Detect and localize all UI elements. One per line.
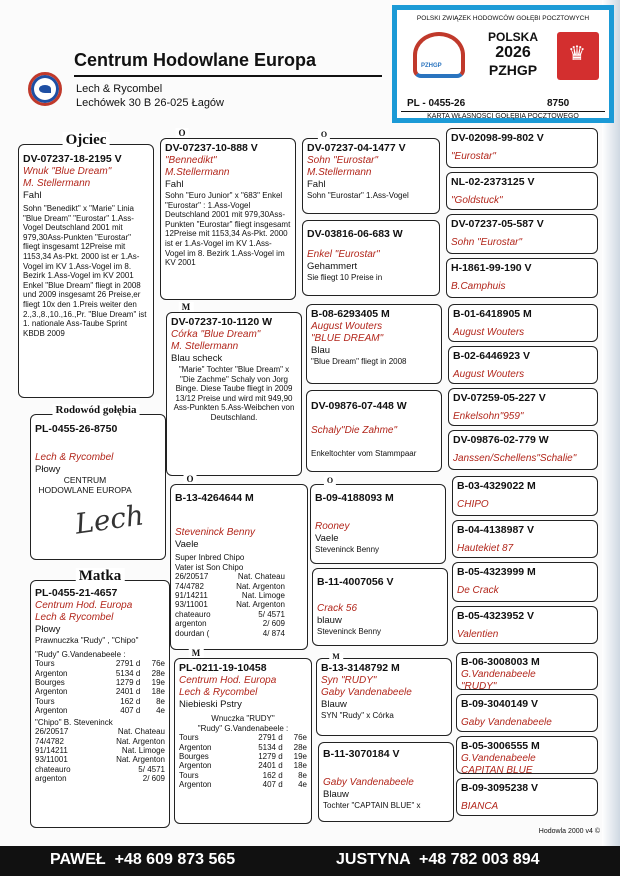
pigeon-color: Blau scheck — [171, 353, 223, 364]
software-credit: Hodowla 2000 v4 © — [538, 828, 600, 835]
great-grandparent-box — [306, 390, 442, 472]
grandsire-paternal-box — [160, 138, 296, 300]
mother-label: Matka — [76, 568, 125, 585]
pigeon-description: Steveninck Benny — [315, 545, 380, 554]
subject-box — [30, 414, 166, 560]
page-edge-shadow — [602, 0, 620, 846]
pigeon-name: Sohn "Eurostar" — [451, 237, 523, 248]
pigeon-name: CAPITAN BLUE — [461, 765, 533, 774]
pigeon-name: Centrum Hod. Europa — [179, 675, 277, 686]
breeder: M. Stellermann — [171, 341, 239, 352]
great-grandparent-box — [310, 484, 446, 564]
pigeon-description: "Marie" Tochter "Blue Dream" x "Die Zachme" Schaly von Jorg Binge. Diese Taube fliegt in 2009 13/12 Preise und wird mit 949,90 Ass-Punkten 5.Ass-Weibchen von Deutschland. — [173, 365, 295, 422]
pigeon-name: "RUDY" — [461, 681, 497, 690]
ring-number: B-11-4007056 V — [317, 576, 394, 588]
card-org: PZHGP — [488, 62, 538, 78]
sex-marker: O — [175, 128, 188, 138]
contact-justyna: JUSTYNA +48 782 003 894 — [336, 851, 540, 868]
pigeon-name: CHIPO — [457, 499, 489, 510]
results-table — [175, 572, 285, 638]
pigeon-name: G.Vandenabeele — [461, 753, 536, 764]
pigeon-name: De Crack — [457, 585, 499, 596]
pigeon-description: Enkeltochter vom Stammpaar — [311, 449, 417, 458]
pigeon-color: Fahl — [307, 179, 326, 190]
pigeon-description: Tochter "CAPTAIN BLUE" x — [323, 801, 421, 810]
pigeon-name: August Wouters — [453, 327, 525, 338]
breeder: M.Stellermann — [165, 167, 230, 178]
ring-number: PL-0455-26-8750 — [35, 423, 118, 435]
ancestor-box — [452, 476, 598, 516]
pigeon-name: Janssen/Schellens"Schalie" — [453, 453, 577, 464]
great-grandparent-box — [316, 658, 452, 736]
ring-number: B-05-3006555 M — [461, 740, 540, 752]
table-row: dourdan ( 4/ 874 — [175, 628, 285, 638]
breeder: Lech & Rycombel — [35, 612, 114, 623]
ancestor-box — [452, 520, 598, 558]
pigeon-description: Sie fliegt 10 Preise in — [307, 273, 383, 282]
owner-signature: Lech — [73, 498, 146, 541]
subject-note: CENTRUM HODOWLANE EUROPA — [38, 475, 132, 495]
table-row: 93/11001 Nat. Argenton — [35, 755, 165, 765]
card-association: POLSKI ZWIĄZEK HODOWCÓW GOŁĘBI POCZTOWYCH — [416, 15, 590, 22]
card-number: 8750 — [547, 98, 570, 109]
pigeon-name: Schaly"Die Zahme" — [311, 425, 398, 436]
sex-marker: M — [179, 302, 194, 312]
ring-number: DV-03816-06-683 W — [307, 228, 403, 240]
ring-number: B-03-4329022 M — [457, 480, 536, 492]
ownership-card — [392, 5, 614, 123]
ring-number: B-09-3095238 V — [461, 782, 539, 794]
card-logo-text: PZHGP — [421, 63, 442, 69]
pigeon-color: blauw — [317, 615, 342, 626]
table-row: 93/11001 Nat. Argenton — [175, 600, 285, 610]
pigeon-color: Blau — [311, 345, 331, 356]
pigeon-name: Crack 56 — [317, 603, 358, 614]
ring-number: B-08-6293405 M — [311, 308, 390, 320]
ring-number: B-05-4323952 V — [457, 610, 535, 622]
table-row: Tours 2791 d 76e — [35, 659, 165, 669]
ring-number: DV-07237-10-1120 W — [171, 316, 272, 328]
granddam-maternal-box — [174, 658, 312, 824]
owner: Lech & Rycombel — [35, 452, 114, 463]
table-row: Argenton 5134 d 28e — [179, 742, 307, 752]
ring-number: PL-0211-19-10458 — [179, 662, 267, 674]
father-box — [18, 144, 154, 398]
pigeon-name: "Goldstuck" — [451, 195, 503, 206]
results-table — [179, 733, 307, 789]
ancestor-box — [456, 694, 598, 732]
pigeon-color: Gehammert — [307, 261, 358, 272]
pigeon-name: August Wouters — [311, 321, 383, 332]
owner-name: Lech & Rycombel — [76, 83, 163, 95]
ring-number: DV-07259-05-227 V — [453, 392, 546, 404]
pigeon-color: Fahl — [165, 179, 184, 190]
breeder: M.Stellermann — [307, 167, 372, 178]
pedigree-label: Rodowód gołębia — [53, 404, 140, 416]
table-row: 74/4782 Nat. Argenton — [35, 736, 165, 746]
table-row: Bourges 1279 d 19e — [35, 678, 165, 687]
pigeon-emblem-icon — [413, 32, 465, 78]
card-country: POLSKA — [487, 30, 538, 44]
ancestor-box — [448, 430, 598, 470]
great-grandparent-box — [306, 304, 442, 384]
table-row: Tours 2791 d 76e — [179, 733, 307, 743]
pigeon-name: Valentien — [457, 629, 499, 640]
table-row: 91/14211 Nat. Limoge — [175, 591, 285, 600]
great-grandparent-box — [302, 220, 440, 296]
pigeon-name: Centrum Hod. Europa — [35, 600, 133, 611]
table-row: chateauro 5/ 4571 — [35, 764, 165, 774]
ancestor-box — [448, 304, 598, 342]
pigeon-name: August Wouters — [453, 369, 525, 380]
great-grandparent-box — [318, 742, 454, 822]
results-heading: "Rudy" G.Vandenabeele : — [197, 723, 289, 733]
ancestor-box — [446, 172, 598, 210]
table-row: Argenton 2401 d 18e — [35, 687, 165, 697]
pigeon-color: Płowy — [35, 624, 61, 635]
card-ring-number: PL - 0455-26 — [407, 98, 466, 109]
ring-number: DV-09876-02-779 W — [453, 434, 549, 446]
table-row: Bourges 1279 d 19e — [179, 752, 307, 761]
ring-number: B-05-4323999 M — [457, 566, 536, 578]
table-row: Tours 162 d 8e — [179, 770, 307, 780]
results-table — [35, 659, 165, 715]
ancestor-box — [456, 778, 598, 816]
title-underline — [74, 75, 382, 77]
ancestor-box — [446, 258, 598, 298]
ring-number: B-09-3040149 V — [461, 698, 539, 710]
pigeon-color: Płowy — [35, 464, 61, 475]
pigeon-name: Sohn "Eurostar" — [307, 155, 379, 166]
pigeon-color: Blauw — [321, 699, 347, 710]
ring-number: B-13-3148792 M — [321, 662, 400, 674]
sex-marker: O — [183, 474, 196, 484]
owner-street: Lechówek 30 B 26-025 Łagów — [76, 97, 224, 109]
results-heading: "Rudy" G.Vandenabeele : — [35, 649, 126, 659]
pigeon-description: Super Inbred Chipo — [175, 553, 245, 562]
sex-marker: M — [329, 652, 343, 661]
ring-number: B-13-4264644 M — [175, 492, 254, 504]
table-row: Argenton 2401 d 18e — [179, 761, 307, 771]
ring-number: DV-09876-07-448 W — [311, 400, 407, 412]
pigeon-color: Fahl — [23, 190, 42, 201]
pigeon-name: Gaby Vandenabeele — [461, 717, 552, 728]
great-grandparent-box — [302, 138, 440, 214]
ancestor-box — [452, 562, 598, 602]
contact-pawel: PAWEŁ +48 609 873 565 — [50, 851, 236, 868]
ring-number: B-11-3070184 V — [323, 748, 400, 760]
pigeon-color: Vaele — [175, 539, 199, 550]
pigeon-description: Sohn "Benedikt" x "Marie" Linia "Blue Dream" "Eurostar" 1.Ass-Vogel Deutschland 2001 mit 979,30Ass-Punkten "Eurostar" fliegt insgesamt 12Preise mit 1153,34 As-Pkt. 2000 ist er 1.As-Vogel im KV 1.Ass-Vogel im 8. Bezirk 1.Ass-Vogel im KV 2001 Enkel "Blue Dream" fliegt in 2008 und 2009 insgesamt 26 Preise,er fliegt 10x den 1.Preis weiter den 2.,3.,8.,10.,16.,Pr. "Blue Dream" ist 1. nationale Ass-Taube Sprint KBDB 2009 — [23, 204, 147, 338]
ancestor-box — [448, 346, 598, 384]
table-row: Tours 162 d 8e — [35, 696, 165, 706]
table-row: 26/20517 Nat. Chateau — [175, 572, 285, 582]
pigeon-name: Syn "RUDY" — [321, 675, 377, 686]
pigeon-name: G.Vandenabeele — [461, 669, 536, 680]
ring-number: B-09-4188093 M — [315, 492, 394, 504]
pigeon-name: BIANCA — [461, 801, 499, 812]
sex-marker: O — [324, 476, 336, 485]
breeder: M. Stellermann — [23, 178, 91, 189]
results-table — [35, 727, 165, 783]
card-subtitle: KARTA WŁASNOŚCI GOŁĘBIA POCZTOWEGO — [401, 111, 605, 120]
ancestor-box — [452, 606, 598, 644]
ring-number: DV-07237-10-888 V — [165, 142, 258, 154]
pigeon-description: Sohn "Euro Junior" x "683" Enkel "Eurostar" : 1.Ass-Vogel Deutschland 2001 mit 979,30Ass-Punkten "Eurostar" fliegt insgesamt 12Preise mit 1153,34 As-Pkt. 2000 ist er 1.As-Vogel im KV 1.Ass-Vogel im 8. Bezirk 1.Ass-Vogel im KV 2001 — [165, 191, 291, 268]
breeder: Gaby Vandenabeele — [321, 687, 412, 698]
owner-address — [76, 82, 224, 110]
pigeon-name: Hautekiet 87 — [457, 543, 514, 554]
table-row: argenton 2/ 609 — [175, 619, 285, 629]
pigeon-description: Wnuczka "RUDY" — [211, 714, 275, 723]
table-row: chateauro 5/ 4571 — [175, 609, 285, 619]
pigeon-description: Steveninck Benny — [317, 627, 382, 636]
contact-bar — [0, 846, 620, 876]
pigeon-description: Vater ist Son Chipo — [175, 562, 244, 572]
table-row: 26/20517 Nat. Chateau — [35, 727, 165, 737]
ring-number: PL-0455-21-4657 — [35, 587, 118, 599]
pigeon-color: Vaele — [315, 533, 339, 544]
sex-marker: O — [318, 130, 330, 139]
pigeon-name: B.Camphuis — [451, 281, 506, 292]
table-row: 74/4782 Nat. Argenton — [175, 581, 285, 591]
breeder: Lech & Rycombel — [179, 687, 258, 698]
ring-number: B-04-4138987 V — [457, 524, 535, 536]
ring-number: DV-07237-04-1477 V — [307, 142, 406, 154]
pigeon-name: Rooney — [315, 521, 350, 532]
table-row: Argenton 407 d 4e — [35, 706, 165, 716]
pigeon-name: Gaby Vandenabeele — [323, 777, 414, 788]
ring-number: NL-02-2373125 V — [451, 176, 535, 188]
breeder: "BLUE DREAM" — [311, 333, 384, 344]
pigeon-description: Sohn "Eurostar" 1.Ass-Vogel — [307, 191, 409, 200]
pigeon-name: Steveninck Benny — [175, 527, 256, 538]
ring-number: B-02-6446923 V — [453, 350, 531, 362]
ring-number: DV-02098-99-802 V — [451, 132, 544, 144]
pigeon-description: Prawnuczka "Rudy" , "Chipo" — [35, 636, 139, 645]
mother-box — [30, 580, 170, 828]
pigeon-name: Wnuk "Blue Dream" — [23, 166, 112, 177]
page-title: Centrum Hodowlane Europa — [74, 50, 317, 70]
card-year: 2026 — [495, 44, 531, 61]
great-grandparent-box — [312, 568, 448, 646]
ancestor-box — [446, 214, 598, 254]
ancestor-box — [448, 388, 598, 426]
ring-number: B-01-6418905 M — [453, 308, 532, 320]
grandsire-maternal-box — [170, 484, 308, 650]
table-row: 91/14211 Nat. Limoge — [35, 746, 165, 756]
table-row: Argenton 407 d 4e — [179, 780, 307, 790]
ancestor-box — [456, 736, 598, 774]
father-label: Ojciec — [63, 132, 110, 149]
pigeon-color: Blauw — [323, 789, 349, 800]
polish-eagle-icon — [557, 32, 599, 80]
granddam-paternal-box — [166, 312, 302, 476]
ring-number: H-1861-99-190 V — [451, 262, 532, 274]
ring-number: DV-07237-05-587 V — [451, 218, 544, 230]
pigeon-description: SYN "Rudy" x Córka — [321, 711, 394, 720]
pigeon-name: "Bennedikt" — [165, 155, 217, 166]
pigeon-name: "Eurostar" — [451, 151, 496, 162]
sex-marker: M — [189, 648, 204, 658]
ring-number: DV-07237-18-2195 V — [23, 153, 122, 165]
pigeon-name: Enkel "Eurostar" — [307, 249, 380, 260]
table-row: Argenton 5134 d 28e — [35, 668, 165, 678]
pigeon-color: Niebieski Pstry — [179, 699, 242, 710]
results-heading: "Chipo" B. Steveninck — [35, 717, 113, 727]
card-year-block — [475, 30, 551, 78]
club-logo-icon — [28, 72, 62, 106]
ancestor-box — [446, 128, 598, 168]
ancestor-box — [456, 652, 598, 690]
pigeon-description: "Blue Dream" fliegt in 2008 — [311, 357, 407, 366]
pigeon-name: Córka "Blue Dream" — [171, 329, 261, 340]
ring-number: B-06-3008003 M — [461, 656, 540, 668]
pigeon-name: Enkelsohn"959" — [453, 411, 524, 422]
table-row: argenton 2/ 609 — [35, 774, 165, 784]
